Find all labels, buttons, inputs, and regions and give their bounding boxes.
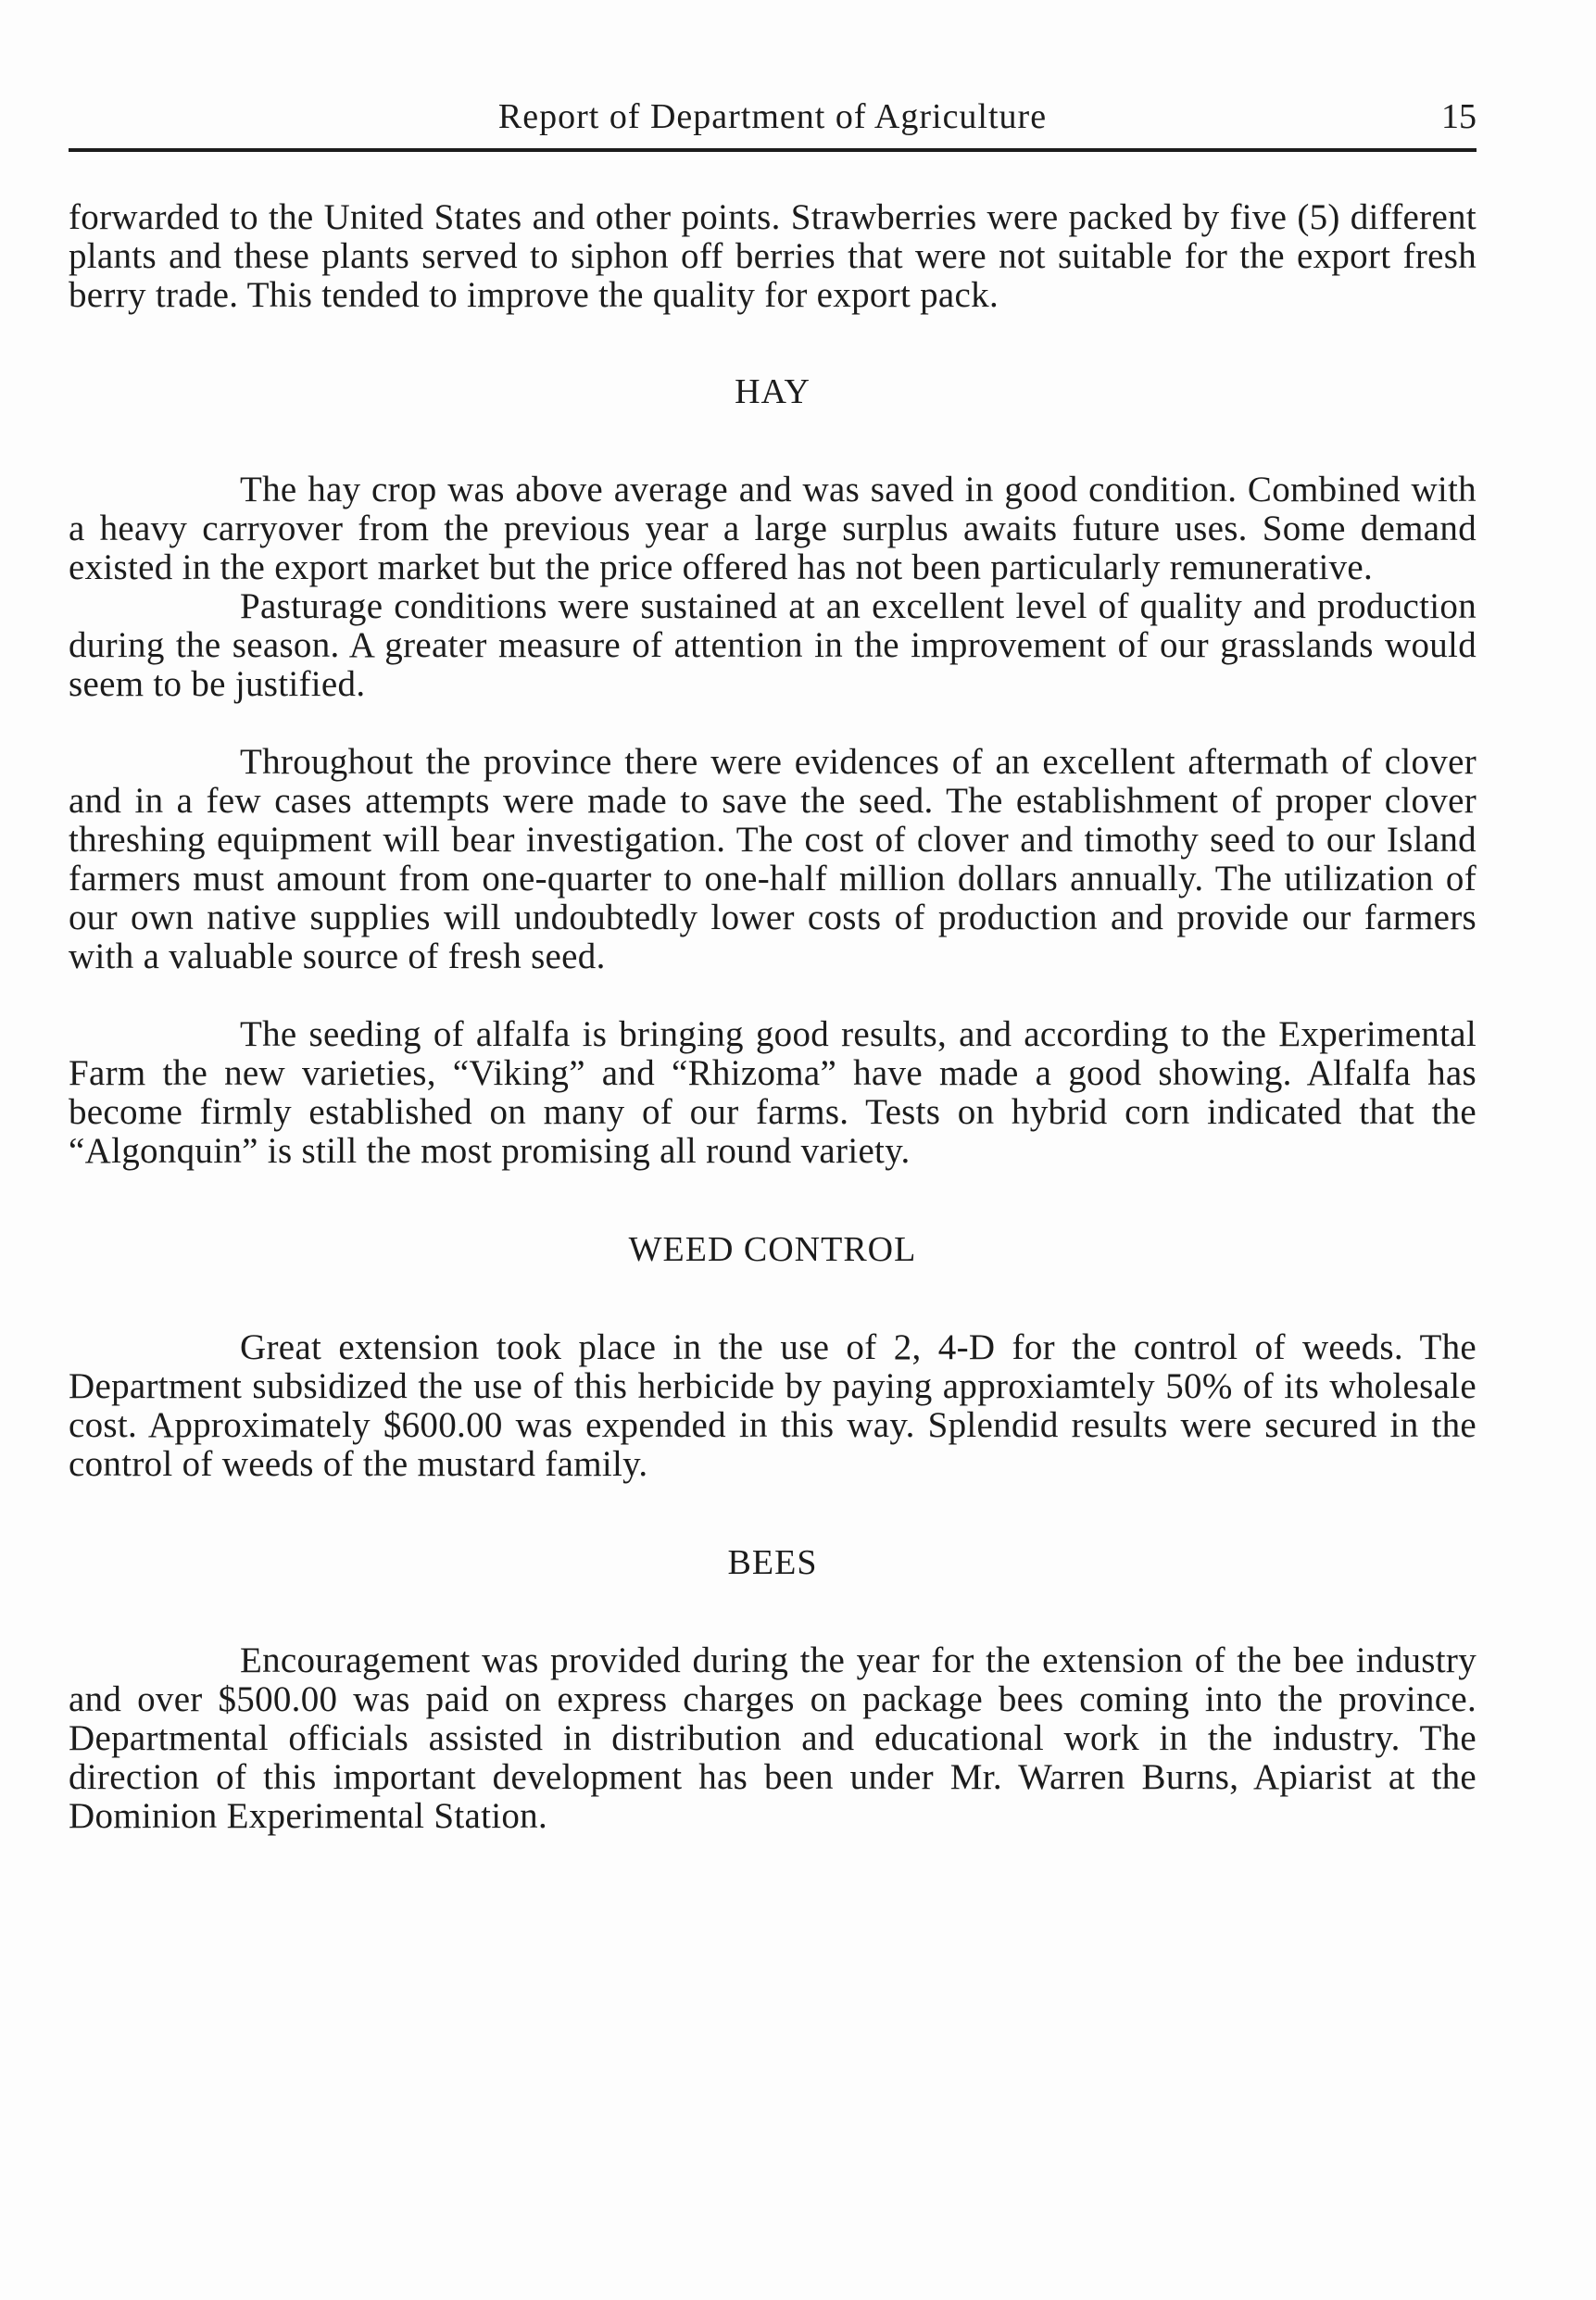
section-heading-weed-control: WEED CONTROL <box>628 1230 917 1269</box>
page-header <box>69 96 1477 137</box>
hay-paragraph-alfalfa: The seeding of alfalfa is bringing good results, and according to the Experimental Farm the new varieties, “Viking” and “Rhizoma” have made a good showing. Alfalfa has become firmly established on many of our farms. Tests on hybrid corn indicated that the “Algonquin” is still the most promising all round variety. <box>69 1014 1477 1171</box>
intro-paragraph: forwarded to the United States and other points. Strawberries were packed by five (5) different plants and these plants served to siphon off berries that were not suitable for the export fresh berry trade. This tended to improve the quality for export pack. <box>69 197 1477 315</box>
weed-control-paragraph: Great extension took place in the use of 2, 4-D for the control of weeds. The Department subsidized the use of this herbicide by paying approxiamtely 50% of its wholesale cost. Approximately $600.00 was expended in this way. Splendid results were secured in the control of weeds of the mustard family. <box>69 1327 1477 1484</box>
hay-paragraph-crop: The hay crop was above average and was saved in good condition. Combined with a heavy carryover from the previous year a large surplus awaits future uses. Some demand existed in the export market but the price offered has not been particularly remunerative. <box>69 470 1477 587</box>
page-number: 15 <box>1441 97 1477 136</box>
running-title: Report of Department of Agriculture <box>497 97 1048 136</box>
header-rule <box>69 148 1477 152</box>
body-text <box>69 198 1477 1836</box>
hay-paragraph-clover: Throughout the province there were evidences of an excellent aftermath of clover and in a few cases attempts were made to save the seed. The establishment of proper clover threshing equipment will bear investigation. The cost of clover and timothy seed to our Island farmers must amount from one-quarter to one-half million dollars annually. The utilization of our own native supplies will undoubtedly lower costs of production and provide our farmers with a valuable source of fresh seed. <box>69 742 1477 976</box>
bees-paragraph: Encouragement was provided during the year for the extension of the bee industry and over $500.00 was paid on express charges on package bees coming into the province. Departmental officials assisted in distribution and educational work in the industry. The direction of this important development has been under Mr. Warren Burns, Apiarist at the Dominion Experimental Station. <box>69 1640 1477 1836</box>
section-heading-bees: BEES <box>727 1543 818 1582</box>
hay-paragraph-pasturage: Pasturage conditions were sustained at an excellent level of quality and production during the season. A greater measure of attention in the improvement of our grasslands would seem to be justified. <box>69 586 1477 704</box>
section-heading-hay: HAY <box>735 372 811 411</box>
